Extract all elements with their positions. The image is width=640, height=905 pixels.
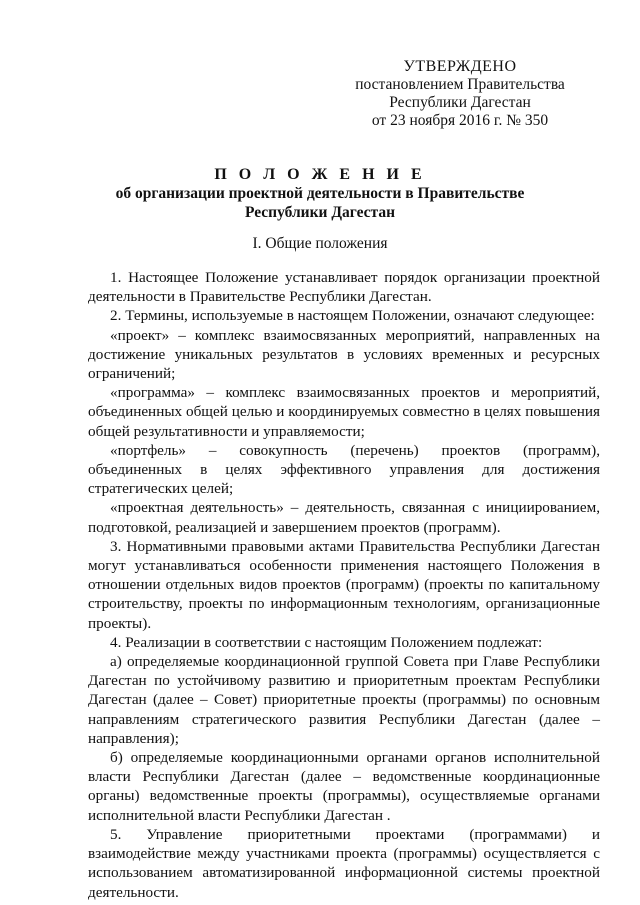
paragraph: 4. Реализации в соответствии с настоящим Положением подлежат: [110,633,543,651]
approval-date: от 23 ноября 2016 г. № 350 [371,112,549,129]
paragraph: а) определяемые координационной группой Совета при Главе Республики Дагестан по устойчивому развитию и приоритетным проектам Республики Дагестан (далее – Совет) приоритетные проекты (программы) по основным направлениям стратегического развития Республики Дагестан (далее – направления); [88,653,600,747]
approval-line: постановлением Правительства [355,76,565,93]
paragraph: 3. Нормативными правовыми актами Правительства Республики Дагестан могут устанавливаться особенности применения настоящего Положения в отношении отдельных видов проектов (программ) (проекты по капитальному строительству, проекты по информационным технологиям, организационные проекты). [88,537,600,632]
document-title: П О Л О Ж Е Н И Е [214,166,426,183]
paragraph: 2. Термины, используемые в настоящем Положении, означают следующее: [110,307,595,325]
section-heading: I. Общие положения [252,235,388,252]
document-subtitle: Республики Дагестан [244,204,396,221]
paragraph: 1. Настоящее Положение устанавливает порядок организации проектной деятельности в Правительстве Республики Дагестан. [88,269,600,306]
paragraph: «портфель» – совокупность (перечень) проектов (программ), объединенных в целях эффективного управления для достижения стратегических целей; [88,441,600,498]
approval-line: Республики Дагестан [389,94,531,111]
paragraph: б) определяемые координационными органами органов исполнительной власти Республики Дагестан (далее – ведомственные координационные органы) ведомственные проекты (программы), осуществляемые органами исполнительной власти Республики Дагестан . [88,749,600,824]
document-subtitle: об организации проектной деятельности в Правительстве [115,185,525,202]
paragraph: «проектная деятельность» – деятельность, связанная с инициированием, подготовкой, реализацией и завершением проектов (программ). [88,499,600,536]
paragraph: 5. Управление приоритетными проектами (программами) и взаимодействие между участниками проекта (программы) осуществляется с использованием автоматизированной информационной системы проектной деятельности. [88,825,600,901]
document-body [88,268,600,902]
approval-block [340,58,580,130]
approval-title: УТВЕРЖДЕНО [403,58,517,75]
document-title-block [60,165,580,222]
paragraph: «программа» – комплекс взаимосвязанных проектов и мероприятий, объединенных общей целью и координируемых совместно в целях повышения общей результативности и управляемости; [88,384,600,440]
paragraph: «проект» – комплекс взаимосвязанных мероприятий, направленных на достижение уникальных результатов в условиях временных и ресурсных ограничений; [88,326,600,383]
